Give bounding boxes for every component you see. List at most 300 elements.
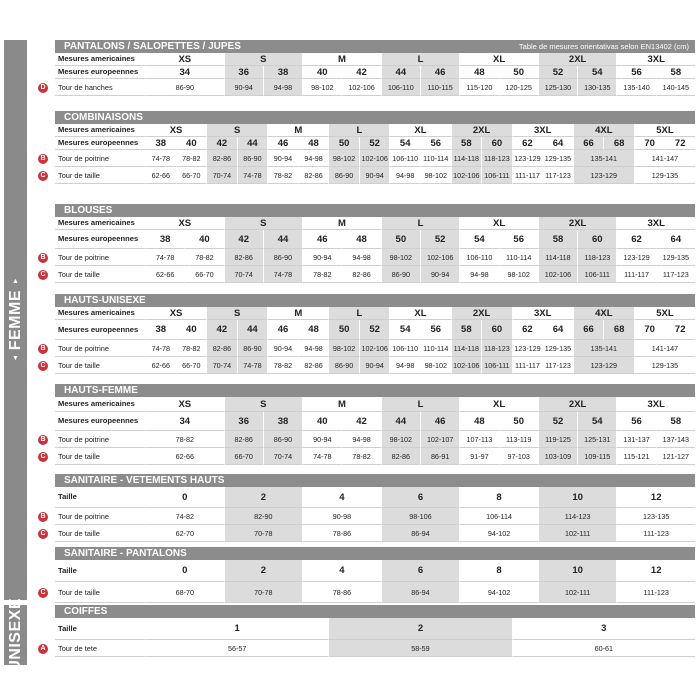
- size-cell: 50: [499, 66, 538, 79]
- size-cell: 4: [302, 560, 381, 582]
- row-label: Tour de hanches: [55, 79, 145, 96]
- size-cell: XL: [389, 307, 450, 320]
- size-cell: 8: [459, 560, 538, 582]
- row-label: Tour de taille: [55, 266, 145, 283]
- size-cell: M: [267, 124, 328, 137]
- size-cell: 66: [573, 137, 604, 150]
- measurement-cell: 86-90: [328, 357, 359, 374]
- measurement-cell: 107-113: [459, 431, 498, 448]
- size-cell: M: [267, 307, 328, 320]
- measurement-cell: 94-98: [459, 266, 498, 283]
- measurement-cell: 56-57: [145, 640, 328, 657]
- size-cell: 48: [459, 66, 498, 79]
- size-cell: 2XL: [538, 217, 617, 230]
- size-cell: 60: [577, 230, 616, 249]
- measurement-cell: 129-135: [634, 167, 695, 184]
- measurement-cell: 118-123: [481, 150, 512, 167]
- size-cell: 48: [298, 137, 329, 150]
- measurement-cell: 115-121: [616, 448, 655, 465]
- measurement-cell: 135-141: [573, 150, 634, 167]
- measurement-cell: 78-82: [176, 340, 207, 357]
- measurement-cell: 137-143: [656, 431, 695, 448]
- size-cell: 38: [145, 230, 184, 249]
- measurement-cell: 102-107: [420, 431, 459, 448]
- measurement-cell: 90-94: [267, 150, 298, 167]
- size-cell: 64: [656, 230, 695, 249]
- measurement-cell: 62-70: [145, 525, 224, 542]
- measurement-cell: 102-106: [420, 249, 459, 266]
- size-cell: 3: [512, 618, 695, 640]
- row-label: Tour de tete: [55, 640, 145, 657]
- measurement-cell: 117-123: [542, 357, 573, 374]
- row-label: Taille: [55, 618, 145, 640]
- measurement-cell: 102-106: [359, 340, 390, 357]
- measurement-cell: 102-106: [341, 79, 380, 96]
- row-label: Mesures americaines: [55, 217, 145, 230]
- measure-marker-b-icon: B: [38, 253, 48, 263]
- size-cell: 1: [145, 618, 328, 640]
- section-title: HAUTS-UNISEXE: [64, 295, 146, 306]
- measurement-cell: 135-141: [573, 340, 634, 357]
- size-cell: 46: [302, 230, 341, 249]
- measurement-cell: 94-98: [389, 167, 420, 184]
- section-header: [55, 294, 695, 307]
- size-cell: 52: [359, 320, 390, 340]
- measurement-cell: 98-102: [381, 249, 420, 266]
- row-label: Tour de taille: [55, 357, 145, 374]
- size-cell: 46: [267, 137, 298, 150]
- section-title: COMBINAISONS: [64, 112, 143, 123]
- size-cell: S: [206, 124, 267, 137]
- row-label: Tour de poitrine: [55, 340, 145, 357]
- size-cell: 34: [145, 66, 224, 79]
- size-cell: 2XL: [451, 307, 512, 320]
- measurement-cell: 70-74: [206, 357, 237, 374]
- measurement-cell: 82-86: [298, 357, 329, 374]
- size-cell: XS: [145, 397, 224, 412]
- size-cell: 56: [499, 230, 538, 249]
- measurement-cell: 82-86: [298, 167, 329, 184]
- size-cell: 6: [381, 560, 460, 582]
- size-cell: 3XL: [616, 217, 695, 230]
- section-title: PANTALONS / SALOPETTES / JUPES: [64, 41, 241, 52]
- measurement-cell: 117-123: [542, 167, 573, 184]
- size-cell: 8: [459, 487, 538, 508]
- measurement-cell: 114-118: [451, 150, 482, 167]
- measurement-cell: 98-102: [420, 167, 451, 184]
- size-cell: 40: [302, 412, 341, 431]
- measurement-cell: 125-130: [538, 79, 577, 96]
- size-cell: 54: [577, 66, 616, 79]
- measurement-cell: 74-78: [145, 249, 184, 266]
- measurement-cell: 82-86: [224, 431, 263, 448]
- measurement-cell: 111-117: [512, 357, 543, 374]
- size-cell: 52: [538, 66, 577, 79]
- section-title: SANITAIRE - PANTALONS: [64, 548, 187, 559]
- size-cell: 42: [341, 412, 380, 431]
- row-label: Tour de taille: [55, 167, 145, 184]
- size-cell: 42: [206, 320, 237, 340]
- size-cell: 50: [499, 412, 538, 431]
- size-cell: 40: [184, 230, 223, 249]
- size-cell: 44: [263, 230, 302, 249]
- row-label: Mesures europeennes: [55, 66, 145, 79]
- size-cell: 72: [664, 320, 695, 340]
- size-cell: 2XL: [538, 397, 617, 412]
- row-label: Mesures americaines: [55, 53, 145, 66]
- measurement-cell: 110-114: [420, 150, 451, 167]
- section-title: BLOUSES: [64, 205, 113, 216]
- size-cell: 3XL: [616, 397, 695, 412]
- size-cell: 0: [145, 560, 224, 582]
- measurement-cell: 123-129: [616, 249, 655, 266]
- size-cell: 10: [538, 487, 617, 508]
- size-cell: 66: [573, 320, 604, 340]
- measurement-cell: 90-98: [302, 508, 381, 525]
- measurement-cell: 90-94: [224, 79, 263, 96]
- measurement-cell: 130-135: [577, 79, 616, 96]
- measurement-cell: 123-129: [573, 357, 634, 374]
- measurement-cell: 102-111: [538, 582, 617, 603]
- size-cell: L: [328, 307, 389, 320]
- measurement-cell: 94-98: [298, 340, 329, 357]
- size-cell: 3XL: [512, 124, 573, 137]
- size-table-4: [55, 384, 695, 465]
- measurement-cell: 62-66: [145, 167, 176, 184]
- row-label: Taille: [55, 487, 145, 508]
- size-cell: 48: [341, 230, 380, 249]
- measure-marker-c-icon: C: [38, 452, 48, 462]
- measure-marker-b-icon: B: [38, 344, 48, 354]
- size-cell: 54: [389, 320, 420, 340]
- measurement-cell: 141-147: [634, 340, 695, 357]
- size-cell: S: [224, 397, 303, 412]
- size-cell: 36: [224, 412, 263, 431]
- measure-marker-b-icon: B: [38, 154, 48, 164]
- size-cell: 60: [481, 320, 512, 340]
- size-cell: 12: [616, 560, 695, 582]
- size-cell: L: [381, 217, 460, 230]
- measurement-cell: 118-123: [481, 340, 512, 357]
- size-cell: 50: [381, 230, 420, 249]
- size-cell: 54: [389, 137, 420, 150]
- size-cell: 52: [359, 137, 390, 150]
- size-cell: 38: [145, 137, 176, 150]
- section-header: [55, 384, 695, 397]
- measurement-cell: 111-123: [616, 525, 695, 542]
- row-label: Tour de taille: [55, 448, 145, 465]
- size-table-3: [55, 294, 695, 374]
- size-cell: L: [328, 124, 389, 137]
- size-cell: 36: [224, 66, 263, 79]
- size-cell: L: [381, 53, 460, 66]
- size-cell: XL: [459, 217, 538, 230]
- measurement-cell: 82-86: [206, 150, 237, 167]
- size-cell: 50: [328, 137, 359, 150]
- row-label: Mesures europeennes: [55, 412, 145, 431]
- measurement-cell: 94-98: [298, 150, 329, 167]
- row-label: Taille: [55, 560, 145, 582]
- measurement-cell: 111-123: [616, 582, 695, 603]
- size-grid: [55, 217, 695, 283]
- measurement-cell: 74-78: [302, 448, 341, 465]
- size-cell: 48: [298, 320, 329, 340]
- row-label: Tour de poitrine: [55, 431, 145, 448]
- size-cell: 46: [267, 320, 298, 340]
- measurement-cell: 109-115: [577, 448, 616, 465]
- row-label: Mesures americaines: [55, 397, 145, 412]
- row-label: Tour de taille: [55, 525, 145, 542]
- measurement-cell: 102-106: [451, 167, 482, 184]
- measurement-cell: 103-109: [538, 448, 577, 465]
- row-label: Tour de poitrine: [55, 150, 145, 167]
- size-cell: 3XL: [512, 307, 573, 320]
- size-cell: 58: [656, 66, 695, 79]
- measurement-cell: 62-66: [145, 448, 224, 465]
- size-cell: XS: [145, 124, 206, 137]
- measurement-cell: 113-119: [499, 431, 538, 448]
- size-cell: 60: [481, 137, 512, 150]
- size-cell: 5XL: [634, 307, 695, 320]
- row-label: Mesures europeennes: [55, 230, 145, 249]
- measurement-cell: 102-106: [538, 266, 577, 283]
- measurement-cell: 123-129: [512, 150, 543, 167]
- measurement-cell: 70-74: [263, 448, 302, 465]
- size-cell: 34: [145, 412, 224, 431]
- row-label: Mesures americaines: [55, 124, 145, 137]
- size-cell: 4XL: [573, 124, 634, 137]
- measurement-cell: 106-111: [481, 167, 512, 184]
- size-cell: 64: [542, 320, 573, 340]
- size-cell: 42: [341, 66, 380, 79]
- size-cell: 42: [224, 230, 263, 249]
- size-cell: 62: [616, 230, 655, 249]
- measurement-cell: 98-102: [499, 266, 538, 283]
- section-title: COIFFES: [64, 606, 108, 617]
- measurement-cell: 94-98: [263, 79, 302, 96]
- measurement-cell: 121-127: [656, 448, 695, 465]
- measurement-cell: 94-98: [341, 431, 380, 448]
- size-cell: 40: [176, 320, 207, 340]
- measurement-cell: 106-110: [381, 79, 420, 96]
- measurement-cell: 66-70: [184, 266, 223, 283]
- size-grid: [55, 53, 695, 96]
- measurement-cell: 114-118: [451, 340, 482, 357]
- measurement-cell: 74-82: [145, 508, 224, 525]
- measurement-cell: 123-129: [512, 340, 543, 357]
- size-cell: 46: [420, 412, 459, 431]
- size-cell: 58: [451, 320, 482, 340]
- measurement-cell: 86-90: [263, 249, 302, 266]
- measurement-cell: 66-70: [176, 167, 207, 184]
- size-cell: M: [302, 397, 381, 412]
- size-cell: S: [224, 217, 303, 230]
- measurement-cell: 102-106: [451, 357, 482, 374]
- size-cell: 2: [224, 560, 303, 582]
- measurement-cell: 114-123: [538, 508, 617, 525]
- size-cell: S: [206, 307, 267, 320]
- measurement-cell: 82-86: [381, 448, 420, 465]
- measurement-cell: 129-135: [634, 357, 695, 374]
- measurement-cell: 78-82: [302, 266, 341, 283]
- measurement-cell: 78-82: [267, 357, 298, 374]
- measurement-cell: 97-103: [499, 448, 538, 465]
- measure-marker-c-icon: C: [38, 588, 48, 598]
- size-cell: 0: [145, 487, 224, 508]
- measurement-cell: 110-114: [499, 249, 538, 266]
- measurement-cell: 74-78: [145, 150, 176, 167]
- measurement-cell: 68-70: [145, 582, 224, 603]
- size-cell: 44: [381, 66, 420, 79]
- size-grid: [55, 487, 695, 542]
- size-cell: 56: [420, 137, 451, 150]
- measurement-cell: 135-140: [616, 79, 655, 96]
- size-table-2: [55, 204, 695, 283]
- size-cell: 44: [381, 412, 420, 431]
- measurement-cell: 123-135: [616, 508, 695, 525]
- measure-marker-d-icon: D: [38, 83, 48, 93]
- size-cell: 68: [603, 137, 634, 150]
- row-label: Mesures americaines: [55, 307, 145, 320]
- size-cell: 54: [577, 412, 616, 431]
- measurement-cell: 106-111: [577, 266, 616, 283]
- size-table-6: [55, 547, 695, 603]
- measurement-cell: 66-70: [224, 448, 263, 465]
- measurement-cell: 106-110: [389, 340, 420, 357]
- measurement-cell: 119-125: [538, 431, 577, 448]
- size-table-7: [55, 605, 695, 657]
- measurement-cell: 98-102: [302, 79, 341, 96]
- measurement-cell: 106-110: [389, 150, 420, 167]
- size-cell: L: [381, 397, 460, 412]
- measurement-cell: 78-82: [267, 167, 298, 184]
- measurement-cell: 78-82: [184, 249, 223, 266]
- size-cell: 42: [206, 137, 237, 150]
- measurement-cell: 78-86: [302, 525, 381, 542]
- measurement-cell: 129-135: [542, 150, 573, 167]
- size-cell: XL: [389, 124, 450, 137]
- measurement-cell: 141-147: [634, 150, 695, 167]
- measurement-cell: 106-110: [459, 249, 498, 266]
- measurement-cell: 98-106: [381, 508, 460, 525]
- measurement-cell: 58-59: [328, 640, 511, 657]
- femme-label: FEMME: [6, 289, 24, 351]
- size-cell: XL: [459, 397, 538, 412]
- size-cell: 62: [512, 320, 543, 340]
- measurement-cell: 94-102: [459, 525, 538, 542]
- measurement-cell: 78-82: [145, 431, 224, 448]
- size-cell: 58: [656, 412, 695, 431]
- section-title: HAUTS-FEMME: [64, 385, 138, 396]
- size-cell: 40: [176, 137, 207, 150]
- measurement-cell: 131-137: [616, 431, 655, 448]
- size-cell: 56: [420, 320, 451, 340]
- measurement-cell: 62-66: [145, 266, 184, 283]
- measurement-cell: 106-114: [459, 508, 538, 525]
- measurement-cell: 118-123: [577, 249, 616, 266]
- size-grid: [55, 560, 695, 603]
- measurement-cell: 110-114: [420, 340, 451, 357]
- measurement-cell: 102-106: [359, 150, 390, 167]
- measurement-cell: 86-94: [381, 525, 460, 542]
- row-label: Tour de taille: [55, 582, 145, 603]
- measurement-cell: 74-78: [237, 167, 268, 184]
- size-cell: XL: [459, 53, 538, 66]
- size-cell: 5XL: [634, 124, 695, 137]
- measurement-cell: 82-90: [224, 508, 303, 525]
- section-header: [55, 547, 695, 560]
- size-cell: XS: [145, 53, 224, 66]
- measurement-cell: 66-70: [176, 357, 207, 374]
- size-cell: 68: [603, 320, 634, 340]
- size-cell: 54: [459, 230, 498, 249]
- measurement-cell: 106-111: [481, 357, 512, 374]
- measurement-cell: 90-94: [420, 266, 459, 283]
- size-cell: 4: [302, 487, 381, 508]
- size-cell: XS: [145, 307, 206, 320]
- measurement-cell: 98-102: [420, 357, 451, 374]
- size-cell: 12: [616, 487, 695, 508]
- measurement-cell: 78-86: [302, 582, 381, 603]
- measurement-cell: 129-135: [542, 340, 573, 357]
- section-header: [55, 204, 695, 217]
- size-cell: 72: [664, 137, 695, 150]
- measurement-cell: 82-86: [224, 249, 263, 266]
- measurement-cell: 86-90: [145, 79, 224, 96]
- measurement-cell: 90-94: [302, 431, 341, 448]
- size-cell: 58: [538, 230, 577, 249]
- size-cell: 44: [237, 320, 268, 340]
- measurement-cell: 60-61: [512, 640, 695, 657]
- measure-marker-c-icon: C: [38, 171, 48, 181]
- measurement-cell: 74-78: [145, 340, 176, 357]
- size-cell: 4XL: [573, 307, 634, 320]
- measurement-cell: 86-90: [328, 167, 359, 184]
- size-cell: 38: [263, 412, 302, 431]
- size-cell: S: [224, 53, 303, 66]
- size-cell: 38: [145, 320, 176, 340]
- size-cell: 70: [634, 137, 665, 150]
- row-label: Tour de poitrine: [55, 249, 145, 266]
- size-cell: 2XL: [451, 124, 512, 137]
- measurement-cell: 111-117: [512, 167, 543, 184]
- size-cell: 6: [381, 487, 460, 508]
- measurement-cell: 114-118: [538, 249, 577, 266]
- section-title: SANITAIRE - VETEMENTS HAUTS: [64, 475, 225, 486]
- measure-marker-b-icon: B: [38, 435, 48, 445]
- size-cell: 2: [224, 487, 303, 508]
- size-grid: [55, 618, 695, 657]
- measurement-cell: 140-145: [656, 79, 695, 96]
- measurement-cell: 70-74: [224, 266, 263, 283]
- size-standard-note: Table de mesures orientativas selon EN13402 (cm): [518, 42, 689, 51]
- row-label: Mesures europeennes: [55, 137, 145, 150]
- size-cell: M: [302, 217, 381, 230]
- size-cell: 2: [328, 618, 511, 640]
- measurement-cell: 90-94: [359, 357, 390, 374]
- size-cell: 44: [237, 137, 268, 150]
- measure-marker-b-icon: B: [38, 512, 48, 522]
- measurement-cell: 90-94: [267, 340, 298, 357]
- measure-marker-a-icon: A: [38, 644, 48, 654]
- measurement-cell: 86-91: [420, 448, 459, 465]
- size-cell: 56: [616, 412, 655, 431]
- section-header: [55, 474, 695, 487]
- size-cell: 48: [459, 412, 498, 431]
- size-cell: 52: [420, 230, 459, 249]
- arrow-down-icon: ▼: [12, 355, 19, 363]
- measurement-cell: 111-117: [616, 266, 655, 283]
